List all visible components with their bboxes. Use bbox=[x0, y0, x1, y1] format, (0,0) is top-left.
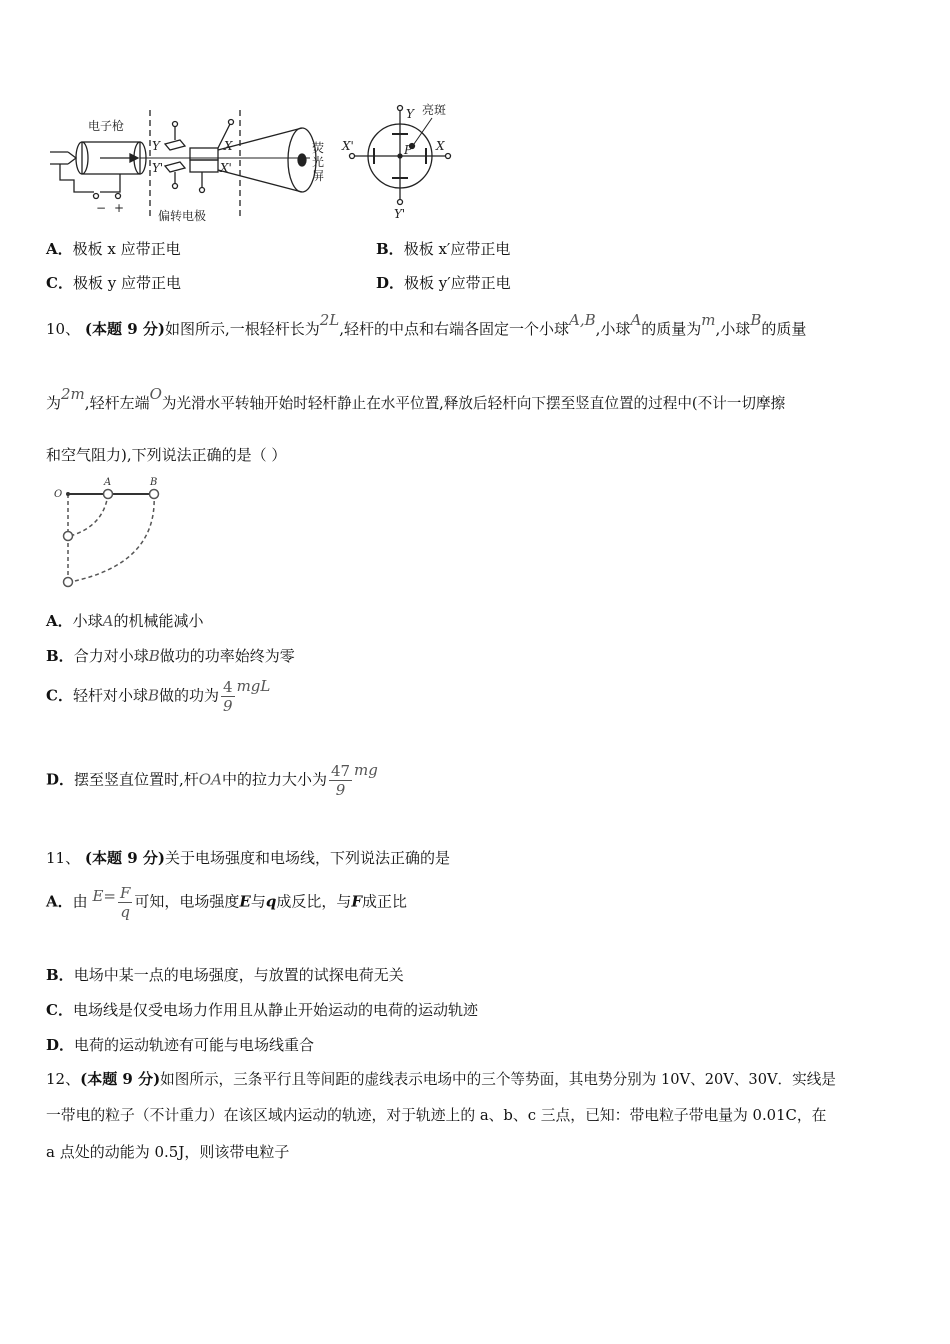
option-text: 电场中某一点的电场强度，与放置的试探电荷无关 bbox=[73, 966, 404, 984]
q10-option-c[interactable] bbox=[46, 678, 270, 715]
text: 成反比，与 bbox=[276, 892, 352, 911]
math-2m: 2m bbox=[61, 385, 85, 403]
label-minus: − bbox=[96, 201, 107, 215]
math-2l: 2L bbox=[319, 311, 340, 329]
option-letter: C． bbox=[46, 1001, 73, 1019]
fraction-4-9 bbox=[221, 678, 235, 715]
math-ab: A,B bbox=[569, 311, 596, 329]
text: 合力对小球 bbox=[73, 647, 149, 665]
text: 为光滑水平转轴开始时轻杆静止在水平位置,释放后轻杆向下摆至竖直位置的过程中(不计一切摩擦 bbox=[161, 395, 786, 412]
denominator: 9 bbox=[223, 697, 233, 715]
var-q: q bbox=[265, 892, 277, 911]
q10-option-a[interactable] bbox=[46, 610, 204, 631]
label-x-plate: X bbox=[224, 139, 233, 153]
text: 如图所示,一根轻杆长为 bbox=[164, 320, 320, 338]
text: ,轻杆的中点和右端各固定一个小球 bbox=[339, 320, 570, 338]
text: 由 bbox=[72, 892, 88, 911]
fraction-47-9 bbox=[329, 762, 352, 799]
text: 做的功为 bbox=[159, 686, 220, 705]
q9-option-b[interactable] bbox=[376, 238, 510, 259]
q10-stem-line-1 bbox=[46, 311, 807, 339]
label-b: B bbox=[150, 477, 158, 488]
text: 轻杆对小球 bbox=[72, 686, 148, 705]
denominator: 9 bbox=[329, 780, 352, 799]
q11-stem bbox=[46, 847, 450, 868]
label-screen-1: 荧 bbox=[312, 141, 325, 155]
question-number: 11、 bbox=[46, 849, 81, 867]
q11-option-b[interactable] bbox=[46, 964, 404, 985]
label-electron-gun: 电子枪 bbox=[88, 119, 125, 133]
math-a: A bbox=[102, 612, 114, 630]
label-screen-y-prime: Y' bbox=[394, 207, 406, 221]
label-plus: + bbox=[114, 201, 125, 215]
var-f: F bbox=[351, 892, 363, 911]
q9-option-d[interactable] bbox=[376, 272, 511, 293]
question-score: (本题 9 分) bbox=[84, 849, 165, 867]
text: ,轻杆左端 bbox=[84, 394, 150, 412]
q10-option-b[interactable] bbox=[46, 645, 295, 666]
option-letter: B． bbox=[376, 240, 404, 258]
rod-diagram bbox=[46, 474, 176, 592]
question-score: (本题 9 分) bbox=[84, 320, 165, 338]
question-number: 10、 bbox=[46, 320, 81, 338]
option-text: 极板 x′应带正电 bbox=[403, 240, 511, 258]
label-screen-x: X bbox=[436, 139, 445, 153]
label-screen-x-prime: X' bbox=[342, 139, 354, 153]
q11-option-c[interactable] bbox=[46, 999, 478, 1020]
math-a: A bbox=[630, 311, 642, 329]
q10-option-d[interactable] bbox=[46, 762, 378, 799]
option-letter: C． bbox=[46, 686, 73, 705]
question-score: (本题 9 分) bbox=[80, 1070, 161, 1088]
q12-stem-line-2 bbox=[46, 1104, 826, 1125]
text: 做功的功率始终为零 bbox=[159, 647, 295, 665]
fraction-f-q bbox=[118, 884, 132, 921]
var-e: E bbox=[239, 892, 251, 911]
q10-stem-line-2 bbox=[46, 385, 786, 413]
option-letter: B． bbox=[46, 647, 74, 665]
q10-stem-line-3 bbox=[46, 444, 286, 465]
text: 一带电的粒子（不计重力）在该区域内运动的轨迹，对于轨迹上的 a、b、c 三点，已知：带电粒子带电量为 0.01C，在 bbox=[46, 1107, 827, 1124]
option-letter: D． bbox=[376, 274, 405, 292]
math-b: B bbox=[147, 686, 159, 705]
text: 的机械能减小 bbox=[113, 612, 204, 630]
label-screen-y: Y bbox=[406, 107, 414, 121]
label-point-p: P bbox=[404, 143, 413, 157]
math-o: O bbox=[149, 385, 162, 403]
label-deflection-plates: 偏转电极 bbox=[158, 209, 207, 223]
q12-stem-line-3 bbox=[46, 1141, 289, 1162]
math-b: B bbox=[750, 311, 762, 329]
q11-option-d[interactable] bbox=[46, 1034, 314, 1055]
text: ,小球 bbox=[715, 320, 751, 338]
numerator: 47 bbox=[330, 762, 351, 780]
text: 小球 bbox=[72, 612, 103, 630]
label-y-plate: Y bbox=[152, 139, 160, 153]
text: 关于电场强度和电场线，下列说法正确的是 bbox=[164, 849, 450, 867]
text: 如图所示，三条平行且等间距的虚线表示电场中的三个等势面，其电势分别为 10V、20V、30V．实线是 bbox=[160, 1071, 836, 1088]
denominator: q bbox=[118, 902, 132, 921]
label-o: O bbox=[54, 489, 63, 500]
math-oa: OA bbox=[198, 770, 222, 789]
label-a: A bbox=[104, 477, 112, 488]
text: 中的拉力大小为 bbox=[221, 770, 327, 789]
math-b: B bbox=[148, 647, 160, 665]
text: a 点处的动能为 0.5J，则该带电粒子 bbox=[46, 1143, 290, 1161]
math-equals: = bbox=[103, 886, 116, 905]
numerator: 4 bbox=[223, 678, 233, 696]
option-letter: B． bbox=[46, 966, 74, 984]
label-y-prime-plate: Y' bbox=[152, 161, 164, 175]
text: 和空气阻力),下列说法正确的是（ ） bbox=[46, 446, 287, 464]
option-text: 极板 y 应带正电 bbox=[72, 274, 181, 292]
math-m: m bbox=[701, 311, 716, 329]
text: ,小球 bbox=[595, 320, 631, 338]
math-mg: mg bbox=[354, 760, 378, 779]
q9-option-a[interactable] bbox=[46, 238, 181, 259]
math-e: E bbox=[92, 886, 104, 905]
text: 摆至竖直位置时,杆 bbox=[74, 770, 199, 789]
crt-diagram bbox=[40, 100, 460, 228]
text: 为 bbox=[46, 394, 62, 412]
label-screen-3: 屏 bbox=[312, 169, 325, 183]
text: 可知，电场强度 bbox=[134, 892, 240, 911]
option-text: 电场线是仅受电场力作用且从静止开始运动的电荷的运动轨迹 bbox=[72, 1001, 478, 1019]
option-letter: D． bbox=[46, 1036, 75, 1054]
q12-stem-line-1 bbox=[46, 1068, 836, 1089]
option-letter: A． bbox=[46, 612, 73, 630]
text: 成正比 bbox=[362, 892, 408, 911]
text: 的质量 bbox=[761, 320, 807, 338]
q11-option-a[interactable] bbox=[46, 884, 407, 921]
text: 的质量为 bbox=[641, 320, 702, 338]
option-text: 极板 y′应带正电 bbox=[404, 274, 511, 292]
label-bright-spot: 亮斑 bbox=[422, 103, 447, 117]
text: 与 bbox=[250, 892, 266, 911]
option-letter: A． bbox=[46, 892, 73, 911]
option-letter: C． bbox=[46, 274, 73, 292]
q9-option-c[interactable] bbox=[46, 272, 181, 293]
label-x-prime-plate: X' bbox=[220, 161, 232, 175]
option-text: 电荷的运动轨迹有可能与电场线重合 bbox=[74, 1036, 315, 1054]
option-text: 极板 x 应带正电 bbox=[72, 240, 181, 258]
math-mgl: mgL bbox=[236, 676, 271, 695]
option-letter: D． bbox=[46, 770, 75, 789]
numerator: F bbox=[119, 884, 131, 902]
question-number: 12、 bbox=[46, 1070, 81, 1088]
label-screen-2: 光 bbox=[312, 155, 325, 169]
option-letter: A． bbox=[46, 240, 73, 258]
